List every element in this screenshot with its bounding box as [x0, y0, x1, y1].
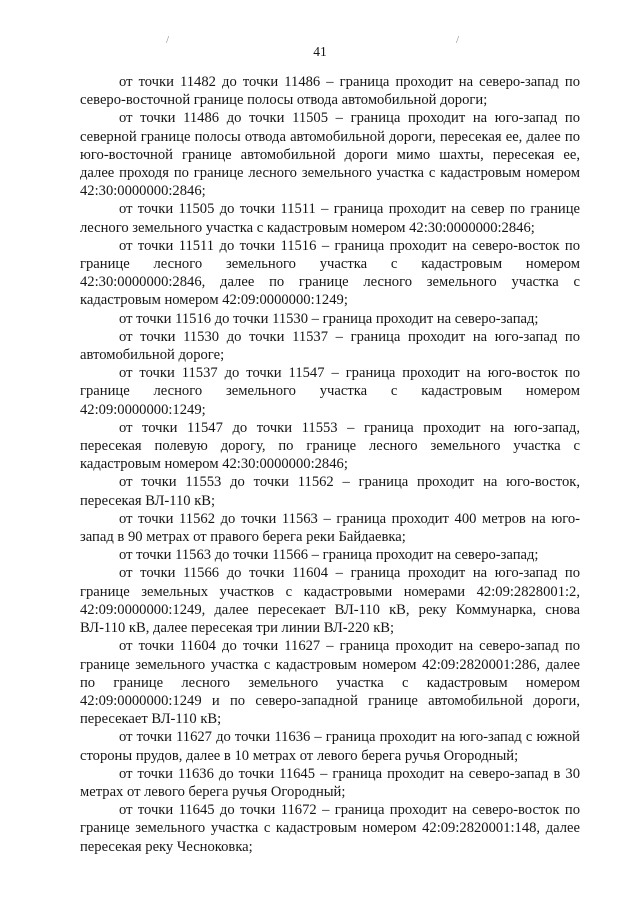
- scan-mark: /: [456, 34, 460, 46]
- paragraph: от точки 11604 до точки 11627 – граница проходит на северо-запад по границе земельного участка с кадастровым номером 42:09:2820001:286, далее по границе лесного земельного участка с кадастровым номером 42:09:0000000:1249 и по северо-западной границе автомобильной дороги, пересекает ВЛ-110 кВ;: [80, 638, 580, 728]
- scan-mark: /: [166, 34, 170, 46]
- paragraph: от точки 11563 до точки 11566 – граница проходит на северо-запад;: [119, 547, 539, 564]
- paragraph: от точки 11627 до точки 11636 – граница проходит на юго-запад с южной стороны прудов, далее в 10 метрах от левого берега ручья Огородный;: [80, 729, 580, 764]
- paragraph: от точки 11482 до точки 11486 – граница проходит на северо-запад по северо-восточной границе полосы отвода автомобильной дороги;: [80, 74, 580, 109]
- paragraph: от точки 11486 до точки 11505 – граница проходит на юго-запад по северной границе полосы отвода автомобильной дороги, пересекая ее, далее по юго-восточной границе автомобильной дороги мимо шахты, пересекая ее, далее проходя по границе лесного земельного участка с кадастровым номером 42:30:0000000:2846;: [80, 110, 580, 200]
- paragraph: от точки 11547 до точки 11553 – граница проходит на юго-запад, пересекая полевую дорогу, по границе лесного земельного участка с кадастровым номером 42:30:0000000:2846;: [80, 419, 580, 473]
- paragraph: от точки 11511 до точки 11516 – граница проходит на северо-восток по границе лесного земельного участка с кадастровым номером 42:30:0000000:2846, далее по границе лесного земельного участка с кадастровым номером 42:09:0000000:1249;: [80, 237, 580, 309]
- paragraph: от точки 11553 до точки 11562 – граница проходит на юго-восток, пересекая ВЛ-110 кВ;: [80, 474, 580, 509]
- paragraph: от точки 11516 до точки 11530 – граница проходит на северо-запад;: [119, 310, 539, 327]
- paragraph: от точки 11537 до точки 11547 – граница проходит на юго-восток по границе лесного земельного участка с кадастровым номером 42:09:0000000:1249;: [80, 365, 580, 418]
- paragraph: от точки 11645 до точки 11672 – граница проходит на северо-восток по границе земельного участка с кадастровым номером 42:09:2820001:148, далее пересекая реку Чесноковка;: [80, 802, 580, 855]
- paragraph: от точки 11505 до точки 11511 – граница проходит на север по границе лесного земельного участка с кадастровым номером 42:30:0000000:2846;: [80, 201, 580, 236]
- paragraph: от точки 11530 до точки 11537 – граница проходит на юго-запад по автомобильной дороге;: [80, 328, 580, 364]
- paragraph: от точки 11636 до точки 11645 – граница проходит на северо-запад в 30 метрах от левого берега ручья Огородный;: [80, 765, 580, 800]
- paragraph: от точки 11562 до точки 11563 – граница проходит 400 метров на юго-запад в 90 метрах от правого берега реки Байдаевка;: [80, 510, 580, 546]
- paragraph: от точки 11566 до точки 11604 – граница проходит на юго-запад по границе земельных участков с кадастровыми номерами 42:09:2828001:2, 42:09:0000000:1249, далее пересекает ВЛ-110 кВ, реку Коммунарка, снова ВЛ-110 кВ, далее пересекая три линии ВЛ-220 кВ;: [80, 565, 580, 637]
- document-body: [80, 73, 580, 856]
- page-number: 41: [313, 44, 327, 59]
